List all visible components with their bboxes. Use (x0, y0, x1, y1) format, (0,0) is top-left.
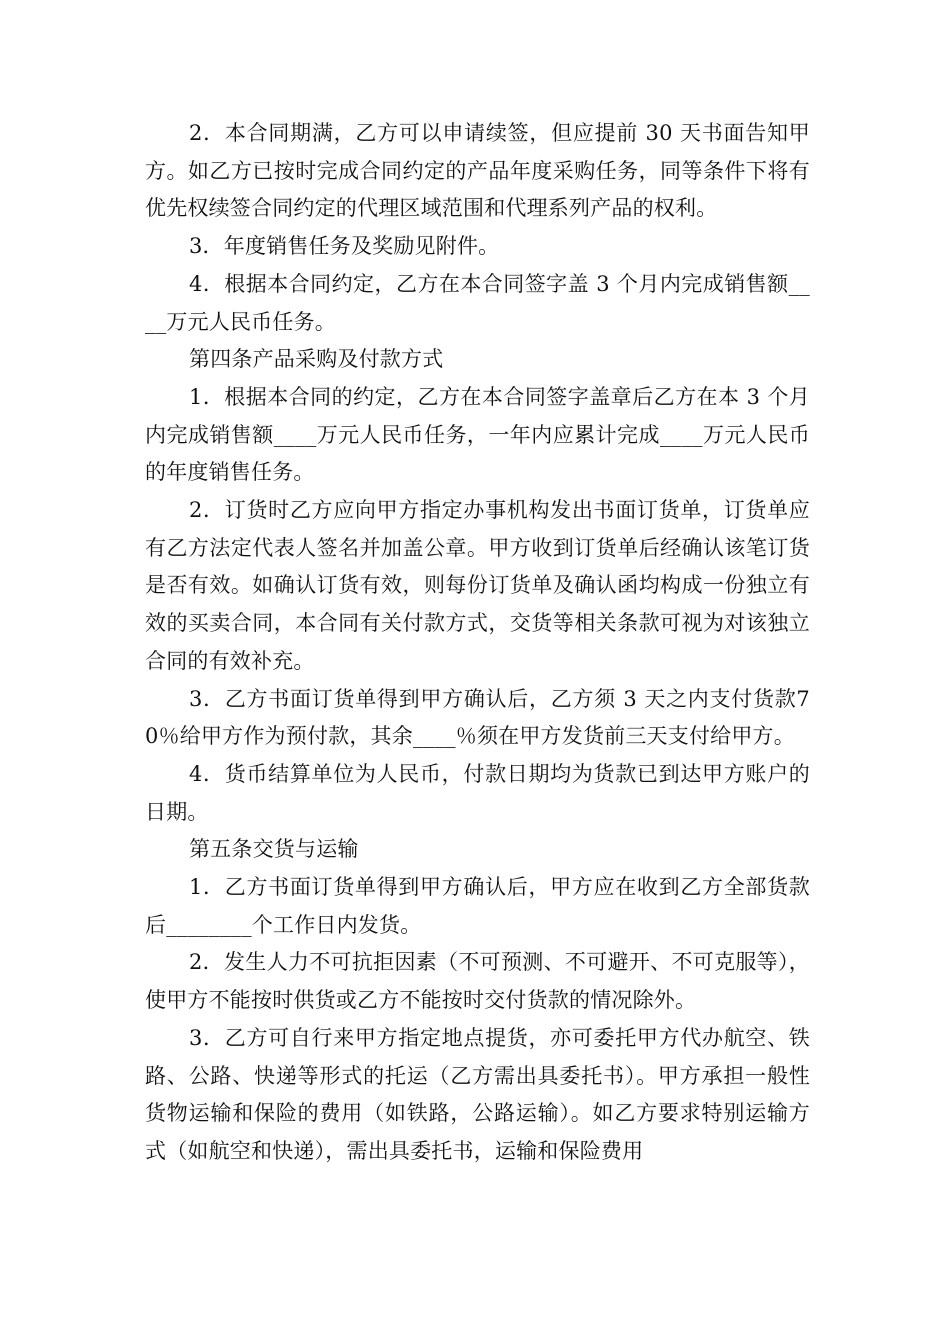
clause-delivery-time: 1．乙方书面订货单得到甲方确认后，甲方应在收到乙方全部货款后________个工作日内发货。 (145, 875, 810, 937)
clause-renewal: 2．本合同期满，乙方可以申请续签，但应提前 30 天书面告知甲方。如乙方已按时完成合同约定的产品年度采购任务，同等条件下将有优先权续签合同约定的代理区域范围和代理系列产品的权利。 (145, 121, 810, 221)
clause-annual-sales-task: 3．年度销售任务及奖励见附件。 (189, 234, 500, 259)
clause-currency: 4．货币结算单位为人民币，付款日期均为货款已到达甲方账户的日期。 (145, 761, 810, 824)
clause-purchase-target: 1．根据本合同的约定，乙方在本合同签字盖章后乙方在本 3 个月内完成销售额____万元人民币任务，一年内应累计完成____万元人民币的年度销售任务。 (145, 384, 810, 485)
clause-prepayment: 3．乙方书面订货单得到甲方确认后，乙方须 3 天之内支付货款70％给甲方作为预付款，其余____％须在甲方发货前三天支付给甲方。 (145, 686, 810, 749)
clause-transport: 3．乙方可自行来甲方指定地点提货，亦可委托甲方代办航空、铁路、公路、快递等形式的托运（乙方需出具委托书）。甲方承担一般性货物运输和保险的费用（如铁路，公路运输）。如乙方要求特别运输方式（如航空和快递），需出具委托书，运输和保险费用 (145, 1025, 810, 1163)
article-four-heading: 第四条产品采购及付款方式 (189, 347, 444, 372)
article-five-heading: 第五条交货与运输 (189, 837, 359, 862)
clause-order-procedure: 2．订货时乙方应向甲方指定办事机构发出书面订货单，订货单应有乙方法定代表人签名并加盖公章。甲方收到订货单后经确认该笔订货是否有效。如确认订货有效，则每份订货单及确认函均构成一份独立有效的买卖合同，本合同有关付款方式，交货等相关条款可视为对该独立合同的有效补充。 (145, 498, 810, 673)
clause-three-month-sales: 4．根据本合同约定，乙方在本合同签字盖 3 个月内完成销售额____万元人民币任务。 (145, 271, 810, 334)
clause-force-majeure: 2．发生人力不可抗拒因素（不可预测、不可避开、不可克服等），使甲方不能按时供货或乙方不能按时交付货款的情况除外。 (145, 950, 810, 1013)
contract-text-body (145, 115, 810, 1171)
